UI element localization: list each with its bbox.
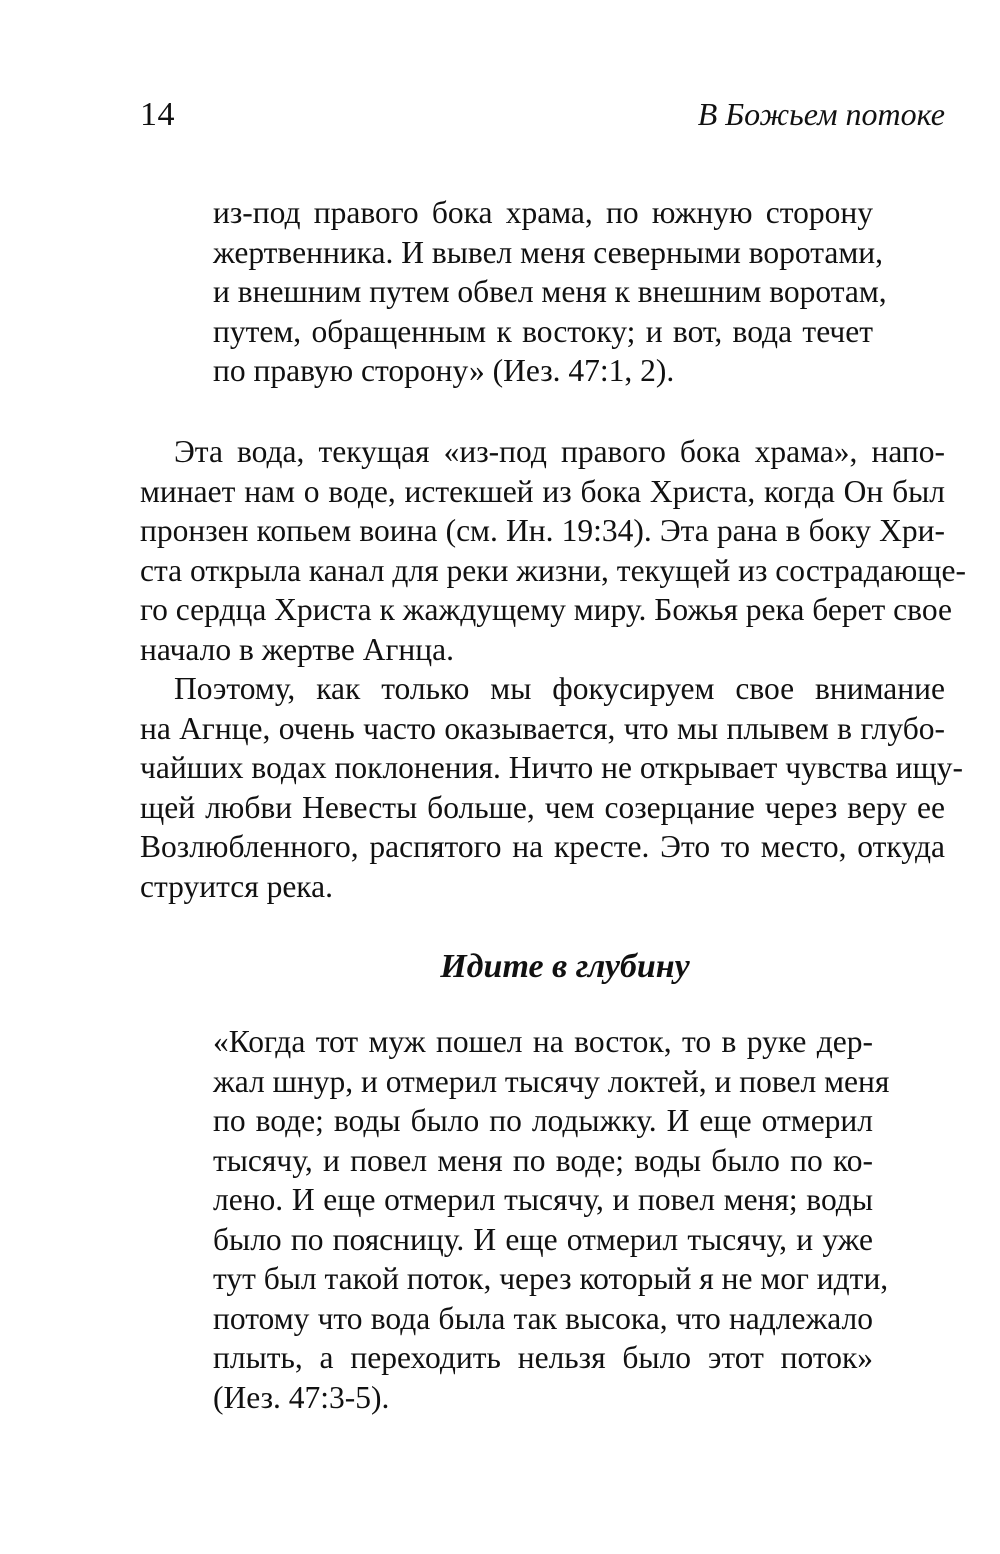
quote-line: и внешним путем обвел меня к внешним воротам, <box>213 274 887 309</box>
quote-line: жал шнур, и отмерил тысячу локтей, и повел меня <box>213 1063 890 1099</box>
page-number: 14 <box>140 96 175 133</box>
paragraph-line: Поэтому, как только мы фокусируем свое внимание <box>174 671 945 706</box>
section-heading: Идите в глубину <box>440 948 690 985</box>
scripture-quote-2 <box>213 1022 890 1417</box>
quote-line: жертвенника. И вывел меня северными воротами, <box>213 234 884 270</box>
quote-line: по воде; воды было по лодыжку. И еще отмерил <box>213 1103 873 1138</box>
paragraph-line: го сердца Христа к жаждущему миру. Божья река берет свое <box>140 592 952 627</box>
paragraph-line: струится река. <box>140 868 333 904</box>
paragraph-line: Возлюбленного, распятого на кресте. Это то место, откуда <box>140 829 945 864</box>
paragraph-2 <box>140 669 963 906</box>
paragraph-line: начало в жертве Агнца. <box>140 631 454 667</box>
paragraph-line: чайших водах поклонения. Ничто не открывает чувства ищу- <box>140 750 963 785</box>
quote-line: «Когда тот муж пошел на восток, то в руке дер- <box>213 1024 873 1059</box>
body-text <box>140 432 966 906</box>
quote-line: путем, обращенным к востоку; и вот, вода течет <box>213 313 873 349</box>
paragraph-line: пронзен копьем воина (см. Ин. 19:34). Эта рана в боку Хри- <box>140 513 945 548</box>
paragraph-line: щей любви Невесты больше, чем созерцание через веру ее <box>140 789 945 825</box>
quote-line: тысячу, и повел меня по воде; воды было по ко- <box>213 1142 873 1178</box>
quote-line: лено. И еще отмерил тысячу, и повел меня; воды <box>213 1182 873 1217</box>
quote-line: тут был такой поток, через который я не мог идти, <box>213 1261 889 1296</box>
quote-line: по правую сторону» (Иез. 47:1, 2). <box>213 353 675 388</box>
quote-line: из-под правого бока храма, по южную сторону <box>213 195 873 230</box>
running-header-title: В Божьем потоке <box>697 96 945 132</box>
quote-line: потому что вода была так высока, что надлежало <box>213 1300 873 1336</box>
paragraph-1 <box>140 432 966 669</box>
quote-line: было по поясницу. И еще отмерил тысячу, и уже <box>213 1221 873 1257</box>
scripture-quote-1 <box>213 193 887 391</box>
paragraph-line: на Агнце, очень часто оказывается, что мы плывем в глубо- <box>140 710 945 746</box>
quote-line: плыть, а переходить нельзя было этот поток» <box>213 1340 873 1375</box>
paragraph-line: ста открыла канал для реки жизни, текущей из сострадающе- <box>140 552 966 588</box>
quote-line: (Иез. 47:3-5). <box>213 1379 390 1415</box>
paragraph-line: минает нам о воде, истекшей из бока Христа, когда Он был <box>140 473 945 509</box>
paragraph-line: Эта вода, текущая «из-под правого бока храма», напо- <box>174 434 945 469</box>
